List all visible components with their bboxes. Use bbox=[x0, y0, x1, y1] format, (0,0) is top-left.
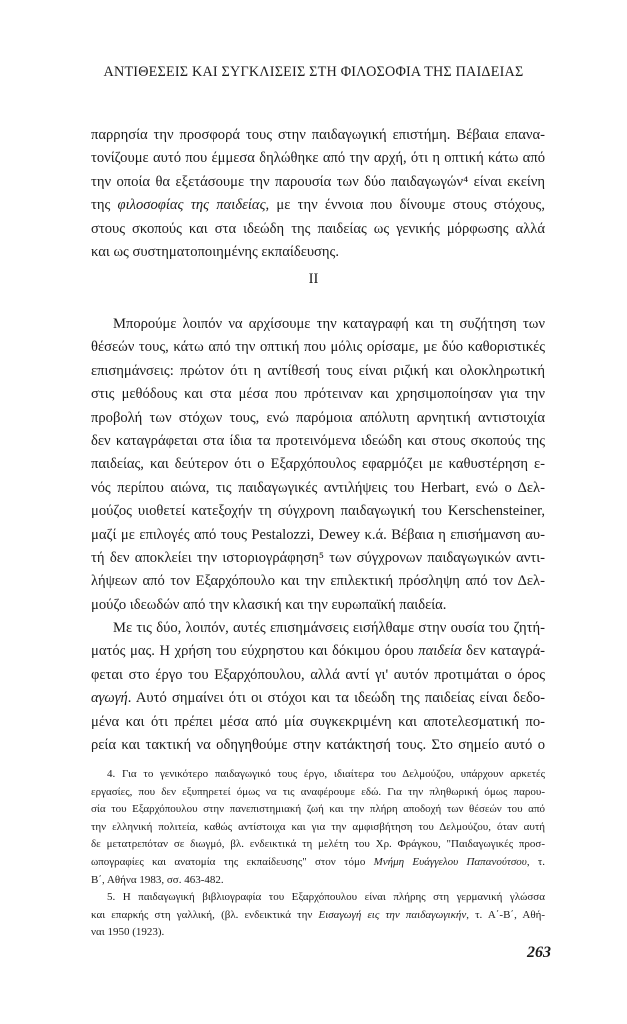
text-line: τή δεν αποκλείει την ιστοριογράφηση⁵ των σύγχρονων παιδαγωγικών αντι- bbox=[91, 549, 545, 566]
text-line: αγωγή. Αυτό σημαίνει ότι οι στόχοι και τα ιδεώδη της παιδείας είναι δεδο- bbox=[91, 690, 545, 707]
page-number: 263 bbox=[527, 944, 551, 961]
footnote-line: Β΄, Αθήνα 1983, σσ. 463-482. bbox=[91, 873, 224, 886]
text-line: μαζί με επιλογές από τους Pestalozzi, Dewey κ.ά. Βέβαια η επισήμανση αυ- bbox=[91, 526, 545, 543]
footnote-line: και επαρκής στη γαλλική, (βλ. ενδεικτικά την Εισαγωγή εις την παιδαγωγικήν, τ. Α΄-Β΄, Αθή- bbox=[91, 908, 545, 921]
running-head: ΑΝΤΙΘΕΣΕΙΣ ΚΑΙ ΣΥΓΚΛΙΣΕΙΣ ΣΤΗ ΦΙΛΟΣΟΦΙΑ ΤΗΣ ΠΑΙΔΕΙΑΣ bbox=[103, 64, 524, 80]
text-line: νός περίπου αιώνα, τις παιδαγωγικές αντιλήψεις του Herbart, ενώ ο Δελ- bbox=[91, 479, 545, 496]
text-line: παιδείας, και δεύτερον ότι ο Εξαρχόπουλος εφαρμόζει με καθυστέρηση ε- bbox=[91, 456, 545, 473]
text-line: ρεία και τακτική να οδηγηθούμε στην κατάκτησή τους. Στο σημείο αυτό ο bbox=[91, 737, 545, 754]
footnote-line: την ελληνική πολιτεία, καθώς αντίστοιχα και για την αμφισβήτηση του Δελμούζου, όταν αυτή bbox=[91, 820, 545, 833]
text-line: Μπορούμε λοιπόν να αρχίσουμε την καταγραφή και τη συζήτηση των bbox=[113, 316, 545, 332]
text-line: μένα και ότι πρέπει μέσα από μία συγκεκριμένη και αποτελεσματική πο- bbox=[91, 713, 545, 730]
italic-phrase: παιδεία bbox=[418, 643, 467, 660]
footnotes bbox=[91, 766, 545, 942]
text-line: επισημάνσεις: πρώτον ότι η αντίθεσή τους είναι ριζική και ολοκληρωτική bbox=[91, 362, 545, 379]
text-line: τονίζουμε αυτό που έμμεσα δηλώθηκε από την αρχή, ότι η οπτική κάτω από bbox=[91, 150, 545, 167]
text-line: την οποία θα εξετάσουμε την παρουσία των δύο παιδαγωγών⁴ είναι εκείνη bbox=[91, 173, 545, 190]
footnote-line: ναι 1950 (1923). bbox=[91, 926, 165, 939]
italic-phrase: Εισαγωγή εις την παιδαγωγικήν bbox=[318, 908, 467, 921]
italic-phrase: Μνήμη Ευάγγελου Παπανούτσου bbox=[373, 855, 527, 868]
text-line: στους σκοπούς και στα ιδεώδη της παιδείας ως γενικής μόρφωσης αλλά bbox=[91, 220, 545, 237]
text-line: παρρησία την προσφορά τους στην παιδαγωγική επιστήμη. Βέβαια επανα- bbox=[91, 127, 545, 143]
footnote-line: 4. Για το γενικότερο παιδαγωγικό τους έργο, ιδιαίτερα του Δελμούζου, υπάρχουν αρκετές bbox=[107, 768, 545, 780]
intro-paragraph bbox=[91, 124, 545, 264]
text-line: ματός μας. Η χρήση του εύχρηστου και δόκιμου όρου παιδεία δεν καταγρά- bbox=[91, 643, 545, 660]
footnote-line: σία του Εξαρχόπουλου στην πανεπιστημιακή ζωή και την πλήρη αποδοχή των θέσεών του από bbox=[91, 803, 545, 816]
paragraph-1 bbox=[91, 313, 545, 757]
text-line: δεν καταγράφεται στα ίδια τα προτεινόμενα ιδεώδη και στους σκοπούς της bbox=[91, 432, 545, 449]
footnote-line: δε μετατρεπόταν σε διωγμό, βλ. ενδεικτικά τη μελέτη του Χρ. Φράγκου, "Παιδαγωγικές προσ- bbox=[91, 838, 545, 851]
text-line: θέσεών τους, κάτω από την οπτική που μόλις ορίσαμε, με δύο καθοριστικές bbox=[91, 339, 545, 356]
footnote-line: ωπογραφίες και ανατομία της εκπαίδευσης" στον τόμο Μνήμη Ευάγγελου Παπανούτσου, τ. bbox=[91, 855, 545, 868]
text-line: της φιλοσοφίας της παιδείας, με την έννοια που δίνουμε στους στόχους, bbox=[91, 197, 545, 214]
text-line: μούζο ιδεωδών από την κλασική και την ευρωπαϊκή παιδεία. bbox=[91, 596, 447, 613]
text-line: φεται στο έργο του Εξαρχόπουλου, αλλά αντί γι' αυτόν προτιμάται ο όρος bbox=[91, 666, 545, 683]
italic-phrase: αγωγή bbox=[91, 690, 128, 707]
text-line: λήψεων από τον Εξαρχόπουλο και την επιλεκτική πρόσληψη από τον Δελ- bbox=[91, 573, 545, 590]
text-line: Με τις δύο, λοιπόν, αυτές επισημάνσεις εισήλθαμε στην ουσία του ζητή- bbox=[113, 620, 545, 637]
italic-phrase: φιλοσοφίας της παιδείας bbox=[117, 197, 266, 214]
text-line: και ως συστηματοποιημένης εκπαίδευσης. bbox=[91, 243, 339, 260]
text-line: μούζος υιοθετεί κατεξοχήν τη σύγχρονη παιδαγωγική του Kerschensteiner, bbox=[91, 503, 545, 520]
footnote-line: 5. Η παιδαγωγική βιβλιογραφία του Εξαρχόπουλου είναι πλήρης στη γερμανική γλώσσα bbox=[107, 891, 545, 904]
text-line: στις μεθόδους και στα μέσα που πρότειναν και χρησιμοποίησαν για την bbox=[91, 386, 545, 403]
section-heading: II bbox=[308, 271, 319, 287]
text-line: προβολή των στόχων τους, ενώ παρόμοια απόλυτη αρνητική αντιστοιχία bbox=[91, 409, 545, 426]
footnote-line: εργασίες, που δεν εξυπηρετεί όμως να τις αναφέρουμε εδώ. Για την πληθωρική όμως παρου- bbox=[91, 785, 545, 798]
